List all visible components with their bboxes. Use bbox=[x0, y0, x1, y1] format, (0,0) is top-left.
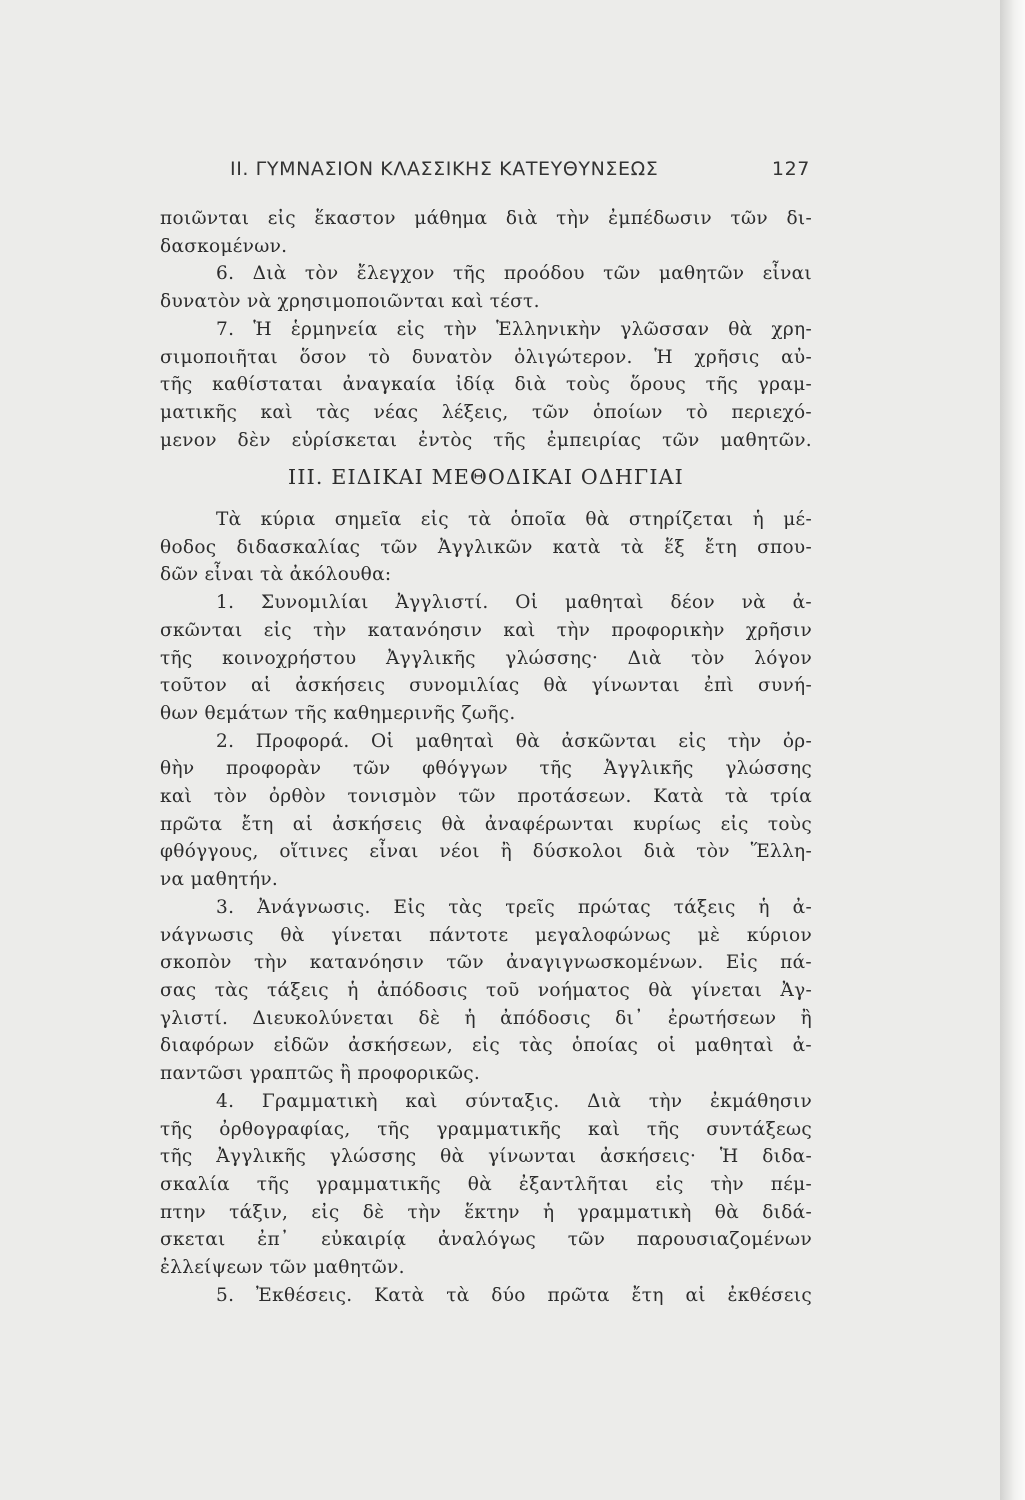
text-line: τῆς ὀρθογραφίας, τῆς γραμματικῆς καὶ τῆς συντάξεως bbox=[160, 1118, 812, 1140]
text-line: ποιῶνται εἰς ἕκαστον μάθημα διὰ τὴν ἐμπέδωσιν τῶν δι- bbox=[160, 208, 812, 229]
text-line: σκοπὸν τὴν κατανόησιν τῶν ἀναγιγνωσκομένων. Εἰς πά- bbox=[160, 952, 812, 974]
text-line: διαφόρων εἰδῶν ἀσκήσεων, εἰς τὰς ὁποίας οἱ μαθηταὶ ἀ- bbox=[160, 1035, 812, 1057]
text-line: σκῶνται εἰς τὴν κατανόησιν καὶ τὴν προφορικὴν χρῆσιν bbox=[160, 619, 812, 641]
text-line: 7. Ἡ ἑρμηνεία εἰς τὴν Ἑλληνικὴν γλῶσσαν θὰ χρη- bbox=[216, 318, 812, 340]
text-line: 4. Γραμματικὴ καὶ σύνταξις. Διὰ τὴν ἐκμάθησιν bbox=[216, 1090, 812, 1112]
text-line: πτην τάξιν, εἰς δὲ τὴν ἕκτην ἡ γραμματικὴ θὰ διδά- bbox=[160, 1201, 812, 1223]
text-line: πρῶτα ἔτη αἱ ἀσκήσεις θὰ ἀναφέρωνται κυρίως εἰς τοὺς bbox=[160, 813, 812, 835]
text-line: 3. Ἀνάγνωσις. Εἰς τὰς τρεῖς πρώτας τάξεις ἡ ἀ- bbox=[216, 896, 812, 918]
page-edge bbox=[1000, 0, 1025, 1500]
text-line: ματικῆς καὶ τὰς νέας λέξεις, τῶν ὁποίων τὸ περιεχό- bbox=[160, 401, 812, 423]
text-line: δῶν εἶναι τὰ ἀκόλουθα: bbox=[160, 564, 392, 586]
section-heading: III. ΕΙΔΙΚΑΙ ΜΕΘΟΔΙΚΑΙ ΟΔΗΓΙΑΙ bbox=[288, 465, 684, 490]
text-line: δασκομένων. bbox=[160, 235, 288, 257]
running-title: II. ΓΥΜΝΑΣΙΟΝ ΚΛΑΣΣΙΚΗΣ ΚΑΤΕΥΘΥΝΣΕΩΣ bbox=[230, 158, 659, 180]
running-header bbox=[230, 158, 810, 180]
text-line: τῆς καθίσταται ἀναγκαία ἰδίᾳ διὰ τοὺς ὅρους τῆς γραμ- bbox=[160, 374, 812, 396]
text-line: 6. Διὰ τὸν ἔλεγχον τῆς προόδου τῶν μαθητῶν εἶναι bbox=[216, 263, 812, 285]
text-line: θων θεμάτων τῆς καθημερινῆς ζωῆς. bbox=[160, 702, 516, 724]
text-line: σιμοποιῆται ὅσον τὸ δυνατὸν ὀλιγώτερον. Ἡ χρῆσις αὐ- bbox=[160, 346, 812, 368]
text-line: παντῶσι γραπτῶς ἢ προφορικῶς. bbox=[160, 1063, 481, 1085]
text-line: δυνατὸν νὰ χρησιμοποιῶνται καὶ τέστ. bbox=[160, 291, 540, 313]
text-line: καὶ τὸν ὀρθὸν τονισμὸν τῶν προτάσεων. Κατὰ τὰ τρία bbox=[160, 786, 812, 808]
text-line: 2. Προφορά. Οἱ μαθηταὶ θὰ ἀσκῶνται εἰς τὴν ὀρ- bbox=[216, 730, 812, 752]
text-line: τοῦτον αἱ ἀσκήσεις συνομιλίας θὰ γίνωνται ἐπὶ συνή- bbox=[160, 675, 812, 697]
page-number: 127 bbox=[771, 158, 810, 180]
text-line: να μαθητήν. bbox=[160, 869, 279, 891]
text-line: τῆς Ἀγγλικῆς γλώσσης θὰ γίνωνται ἀσκήσεις· Ἡ διδα- bbox=[160, 1146, 812, 1168]
text-line: τῆς κοινοχρήστου Ἀγγλικῆς γλώσσης· Διὰ τὸν λόγον bbox=[160, 647, 812, 669]
text-line: νάγνωσις θὰ γίνεται πάντοτε μεγαλοφώνως μὲ κύριον bbox=[160, 924, 812, 946]
text-line: θὴν προφορὰν τῶν φθόγγων τῆς Ἀγγλικῆς γλώσσης bbox=[160, 758, 812, 780]
text-line: 1. Συνομιλίαι Ἀγγλιστί. Οἱ μαθηταὶ δέον νὰ ἀ- bbox=[216, 592, 812, 614]
text-line: γλιστί. Διευκολύνεται δὲ ἡ ἀπόδοσις δι᾽ ἐρωτήσεων ἢ bbox=[160, 1007, 812, 1029]
text-line: φθόγγους, οἵτινες εἶναι νέοι ἢ δύσκολοι διὰ τὸν Ἕλλη- bbox=[160, 841, 812, 863]
text-line: Τὰ κύρια σημεῖα εἰς τὰ ὁποῖα θὰ στηρίζεται ἡ μέ- bbox=[216, 509, 812, 531]
text-line: σας τὰς τάξεις ἡ ἀπόδοσις τοῦ νοήματος θὰ γίνεται Ἀγ- bbox=[160, 979, 812, 1001]
text-line: μενον δὲν εὑρίσκεται ἐντὸς τῆς ἐμπειρίας τῶν μαθητῶν. bbox=[160, 429, 812, 451]
body-text bbox=[160, 205, 812, 1309]
text-line: 5. Ἐκθέσεις. Κατὰ τὰ δύο πρῶτα ἔτη αἱ ἐκθέσεις bbox=[216, 1284, 812, 1306]
text-line: ἐλλείψεων τῶν μαθητῶν. bbox=[160, 1257, 405, 1279]
text-line: σκεται ἐπ᾽ εὐκαιρίᾳ ἀναλόγως τῶν παρουσιαζομένων bbox=[160, 1229, 812, 1251]
text-line: σκαλία τῆς γραμματικῆς θὰ ἐξαντλῆται εἰς τὴν πέμ- bbox=[160, 1173, 812, 1195]
text-line: θοδος διδασκαλίας τῶν Ἀγγλικῶν κατὰ τὰ ἕξ ἔτη σπου- bbox=[160, 536, 812, 558]
